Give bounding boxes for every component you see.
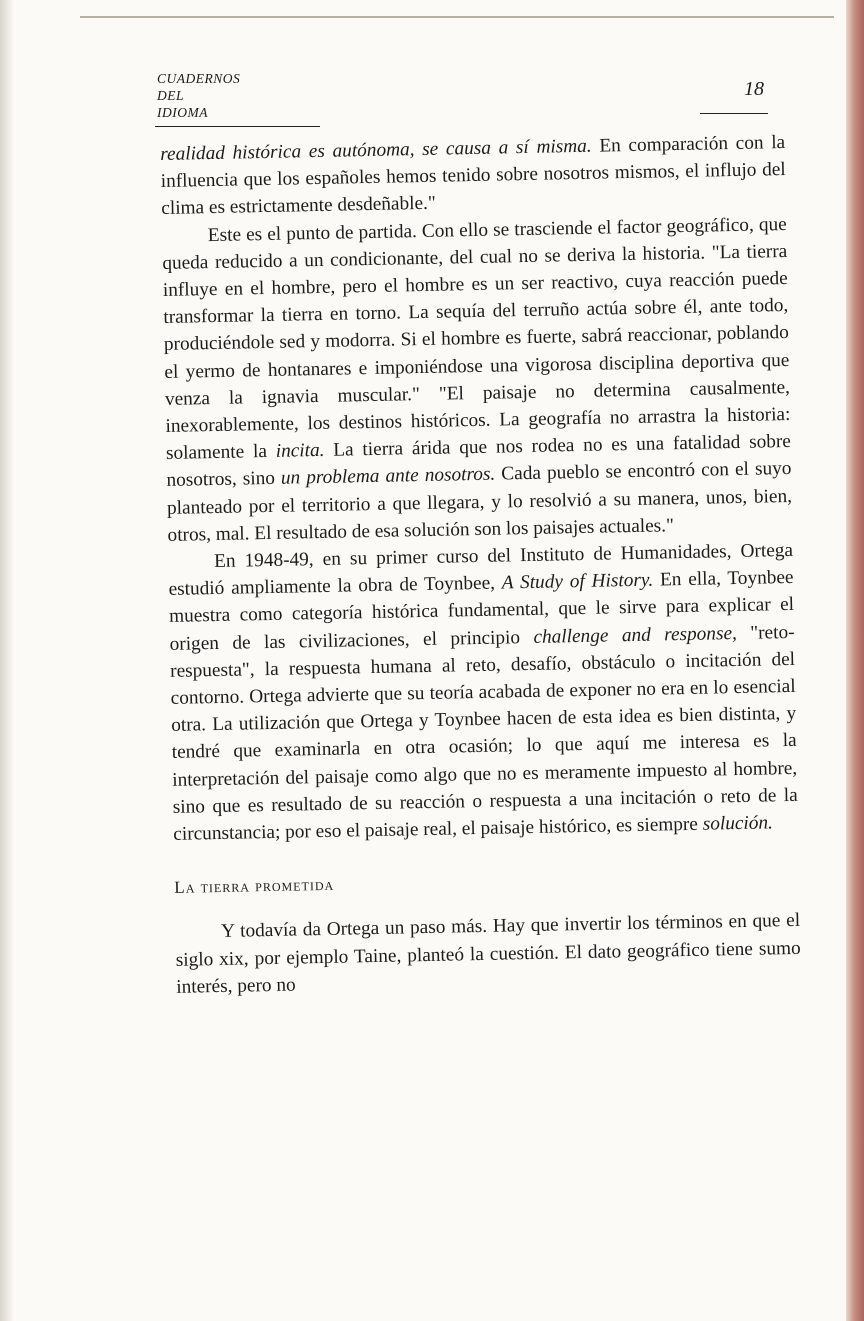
paragraph-text: Cada pueblo se encontró con el suyo planteado por el territorio a que llegara, y lo resolvió a su manera, unos, bien, otros, mal. El resultado de esa solución son los paisajes actuales." (166, 458, 793, 546)
italic-phrase: realidad histórica es autónoma, se causa a sí misma. (160, 135, 592, 165)
body-text (160, 129, 801, 1001)
series-line-2: DEL (157, 88, 185, 103)
paragraph-text: Este es el punto de partida. Con ello se trasciende el factor geográfico, que queda reducido a un condicionante, del cual no se deriva la historia. "La tierra influye en el hombre, pero el hombre es un ser reactivo, cuya reacción puede transformar la tierra en torno. La sequía del terruño actúa sobre él, ante todo, produciéndole sed y modorra. Si el hombre es fuerte, sabrá reaccionar, poblando el yermo de hontanares e imponiéndose una vigorosa disciplina deportiva que venza la ignavia muscular." "El paisaje no determina causalmente, inexorablemente, los destinos históricos. La geografía no arrastra la historia: solamente la (162, 213, 791, 465)
series-title (157, 70, 240, 121)
paragraph-2 (162, 211, 793, 549)
paragraph-text: En 1948-49, en su primer curso del Instituto de Humanidades, Ortega estudió ampliamente la obra de Toynbee, (168, 539, 794, 601)
italic-phrase: A Study of History. (501, 569, 654, 594)
series-line-1: CUADERNOS (157, 71, 241, 86)
italic-phrase: challenge and response, (533, 622, 738, 648)
series-line-3: IDIOMA (157, 105, 208, 120)
paragraph-3 (168, 537, 799, 848)
paragraph-4: Y todavía da Ortega un paso más. Hay que invertir los términos en que el siglo xix, por ejemplo Taine, planteó la cuestión. El dato geográfico tiene sumo interés, pero no (175, 910, 801, 998)
paragraph-1 (160, 129, 786, 223)
page-gutter-shadow (0, 0, 14, 1321)
paragraph-text: La tierra árida que nos rodea no es una fatalidad sobre nosotros, sino (166, 431, 792, 492)
paragraph-text: En comparación con la influencia que los españoles hemos tenido sobre nosotros mismos, el influjo del clima es estrictamente desdeñable." (160, 132, 786, 220)
book-cover-edge (846, 0, 864, 1321)
paragraph-text: "reto-respuesta", la respuesta humana al reto, desafío, obstáculo o incitación del contorno. Ortega advierte que su teoría acabada de exponer no era en lo esencial otra. La utilización que Ortega y Toynbee hacen de esta idea es bien distinta, y tendré que examinarla en otra ocasión; lo que aquí me interesa es la interpretación del paisaje como algo que no es meramente impuesto al hombre, sino que es resultado de su reacción o respuesta a una incitación o reto de la circunstancia; por eso el paisaje real, el paisaje histórico, es siempre (169, 621, 798, 845)
page-top-edge (80, 16, 834, 18)
italic-phrase: solución. (702, 812, 774, 835)
page-number: 18 (744, 78, 764, 100)
paragraph-text: En ella, Toynbee muestra como categoría histórica fundamental, que le sirve para explicar el origen de las civilizaciones, el principio (168, 567, 795, 655)
section-heading: La tierra prometida (174, 875, 335, 898)
italic-phrase: incita. (275, 440, 325, 463)
series-rule (155, 126, 320, 127)
page-number-rule (700, 113, 768, 114)
italic-phrase: un problema ante nosotros. (280, 464, 496, 490)
